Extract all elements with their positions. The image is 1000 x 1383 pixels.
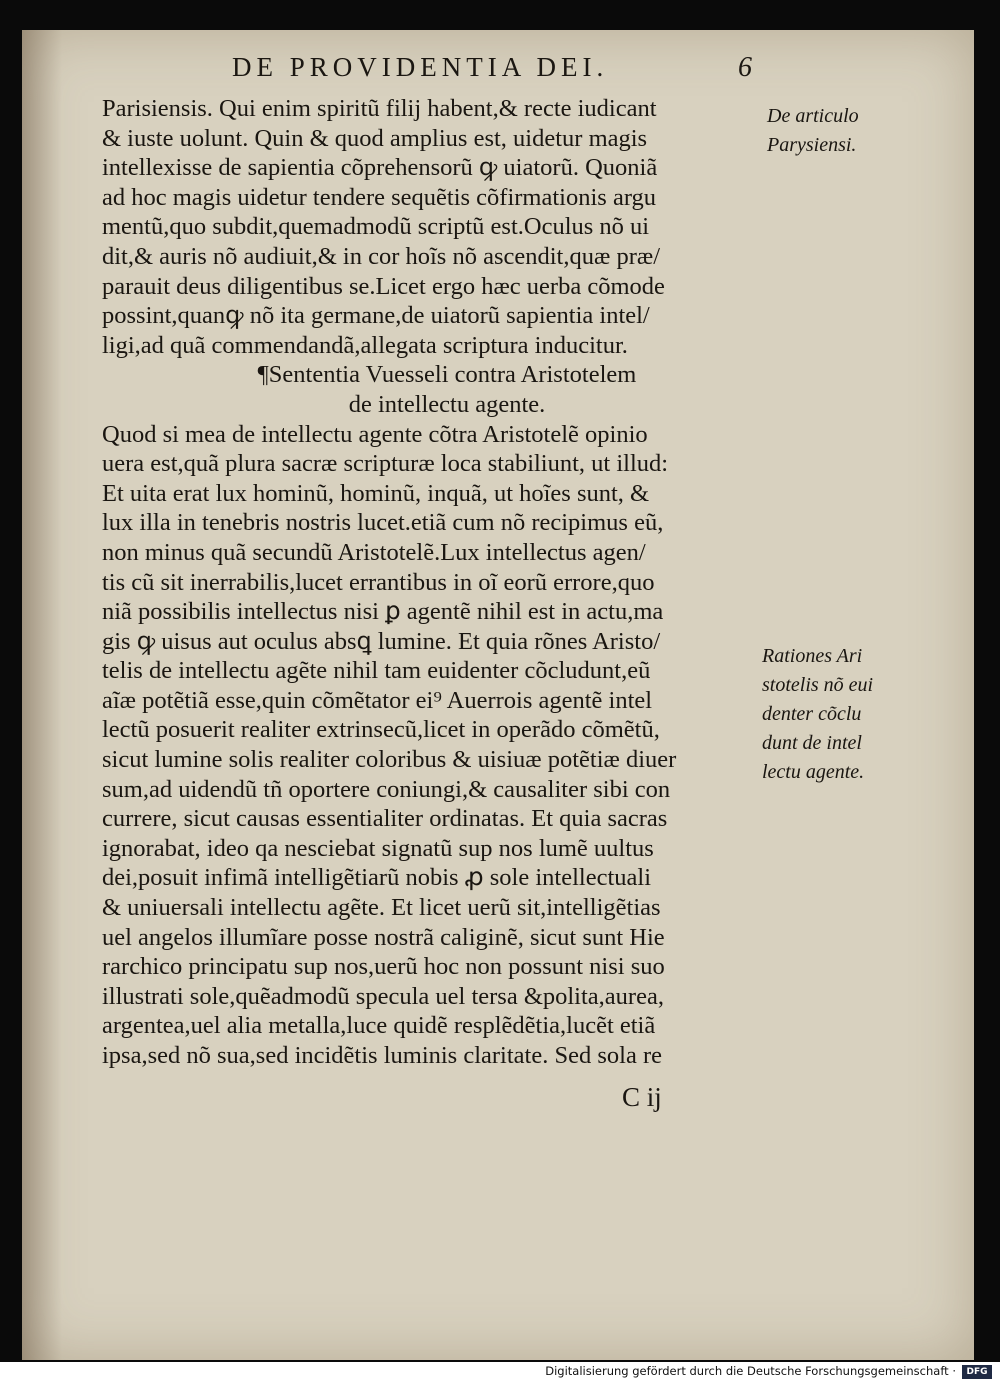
folio-number: 6 <box>738 52 752 83</box>
text-line: ignorabat, ideo qa nesciebat signatũ sup nos lumẽ uultus <box>102 834 654 862</box>
margin-note-2 <box>762 642 873 787</box>
dfg-logo: DFG <box>962 1365 992 1379</box>
text-line: sum,ad uidendũ tñ oportere coniungi,& causaliter sibi con <box>102 775 671 803</box>
text-line: argentea,uel alia metalla,luce quidẽ resplẽdẽtia,lucẽt etiã <box>102 1012 656 1040</box>
margin-note-1 <box>767 102 859 160</box>
margin-note-line: denter cõclu <box>762 703 862 725</box>
text-line: non minus quã secundũ Aristotelẽ.Lux intellectus agen/ <box>102 538 646 566</box>
footer-bar <box>0 1362 1000 1383</box>
funding-credit: Digitalisierung gefördert durch die Deutsche Forschungsgemeinschaft · <box>545 1364 956 1378</box>
text-line: ipsa,sed nõ sua,sed incidẽtis luminis claritate. Sed sola re <box>102 1042 662 1069</box>
text-line: tis cũ sit inerrabilis,lucet errantibus in oĩ eorũ errore,quo <box>102 568 655 596</box>
margin-note-line: stotelis nõ eui <box>762 674 874 696</box>
margin-note-line: dunt de intel <box>762 732 862 754</box>
text-line: aĩæ potẽtiã esse,quin cõmẽtator ei⁹ Auerrois agentẽ intel <box>102 686 653 714</box>
text-line: uel angelos illumĩare posse nostrã caliginẽ, sicut sunt Hie <box>102 923 665 951</box>
paragraph-1 <box>102 94 792 360</box>
text-line: dit,& auris nõ audiuit,& in cor hoĩs nõ ascendit,quæ præ/ <box>102 242 660 270</box>
text-line: mentũ,quo subdit,quemadmodũ scriptũ est.Oculus nõ ui <box>102 213 650 241</box>
signature-mark: C ij <box>622 1082 662 1112</box>
book-page <box>22 30 974 1360</box>
text-line: & uniuersali intellectu agẽte. Et licet uerũ sit,intelligẽtias <box>102 894 661 922</box>
margin-note-line: De articulo <box>767 105 859 127</box>
margin-note-line: Parysiensi. <box>767 134 857 156</box>
running-head: DE PROVIDENTIA DEI. <box>232 52 609 82</box>
margin-note-line: lectu agente. <box>762 761 865 783</box>
text-line: niã possibilis intellectus nisi ꝑ agentẽ nihil est in actu,ma <box>102 598 664 626</box>
text-line: currere, sicut causas essentialiter ordinatas. Et quia sacras <box>102 805 668 833</box>
text-line: Parisiensis. Qui enim spiritũ filij habent,& recte iudicant <box>102 95 657 122</box>
text-line: intellexisse de sapientia cõprehensorũ ꝙ uiatorũ. Quoniã <box>102 154 658 182</box>
heading-line: ¶Sententia Vuesseli contra Aristotelem <box>257 361 637 389</box>
text-line: lectũ posuerit realiter extrinsecũ,licet in operãdo cõmẽtũ, <box>102 716 660 744</box>
text-line: sicut lumine solis realiter coloribus & uisiuæ potẽtiæ diuer <box>102 746 677 774</box>
text-line: Quod si mea de intellectu agente cõtra Aristotelẽ opinio <box>102 420 648 448</box>
text-line: possint,quanꝙ nõ ita germane,de uiatorũ sapientia intel/ <box>102 302 650 330</box>
text-line: dei,posuit infimã intelligẽtiarũ nobis ꝓ sole intellectuali <box>102 864 652 892</box>
text-line: & iuste uolunt. Quin & quod amplius est, uidetur magis <box>102 124 648 152</box>
text-line: ligi,ad quã commendandã,allegata scriptura inducitur. <box>102 331 628 359</box>
text-line: illustrati sole,quẽadmodũ specula uel tersa &polita,aurea, <box>102 982 664 1010</box>
text-line: telis de intellectu agẽte nihil tam euidenter cõcludunt,eũ <box>102 657 651 685</box>
text-line: Et uita erat lux hominũ, hominũ, inquã, ut hoĩes sunt, & <box>102 479 650 507</box>
text-line: gis ꝙ uisus aut oculus absꝗ lumine. Et quia rõnes Aristo/ <box>102 627 661 655</box>
text-line: uera est,quã plura sacræ scripturæ loca stabiliunt, ut illud: <box>102 450 669 478</box>
text-line: rarchico principatu sup nos,uerũ hoc non possunt nisi suo <box>102 953 665 981</box>
text-line: parauit deus diligentibus se.Licet ergo hæc uerba cõmode <box>102 272 665 300</box>
text-line: lux illa in tenebris nostris lucet.etiã cum nõ recipimus eũ, <box>102 509 664 537</box>
heading-line: de intellectu agente. <box>348 390 546 418</box>
margin-note-line: Rationes Ari <box>762 645 863 667</box>
main-text-block <box>102 94 792 1071</box>
text-line: ad hoc magis uidetur tendere sequẽtis cõfirmationis argu <box>102 183 657 211</box>
paragraph-2 <box>102 420 792 1071</box>
section-heading <box>102 360 792 419</box>
